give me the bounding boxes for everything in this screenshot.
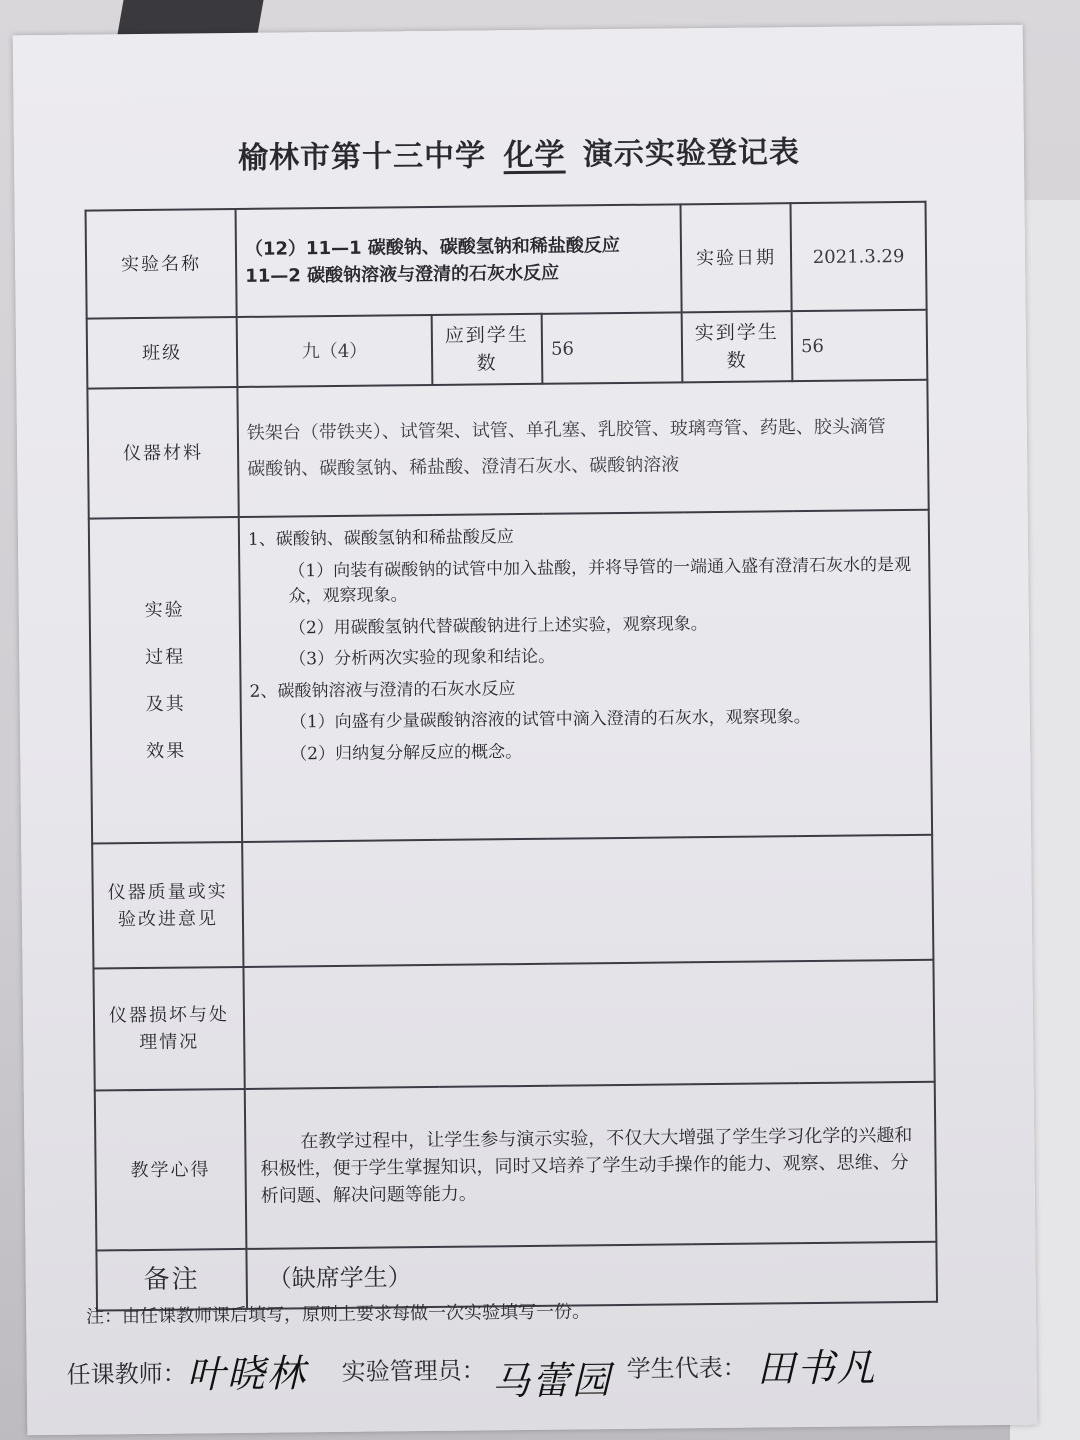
process-line: （1）向装有碳酸钠的试管中加入盐酸，并将导管的一端通入盛有澄清石灰水的是观众，观察现象。 — [288, 554, 912, 607]
school-name: 榆林市第十三中学 — [237, 138, 487, 176]
remarks-label: 备注 — [96, 1249, 247, 1311]
student-label: 学生代表： — [626, 1353, 747, 1383]
row-class — [87, 310, 928, 389]
remarks-value: （缺席学生） — [246, 1242, 937, 1309]
class-label: 班级 — [87, 317, 238, 389]
signature-line — [66, 1335, 1027, 1425]
process-label-1: 实验 — [144, 599, 185, 621]
row-materials — [87, 380, 928, 519]
class-value: 九（4） — [237, 315, 433, 387]
process-line: （3）分析两次实验的现象和结论。 — [289, 646, 556, 670]
process-label-2: 过程 — [145, 646, 186, 668]
admin-label: 实验管理员： — [341, 1356, 486, 1386]
process-line: （1）向盛有少量碳酸钠溶液的试管中滴入澄清的石灰水，观察现象。 — [289, 707, 811, 733]
process-line: （2）归纳复分解反应的概念。 — [290, 741, 523, 764]
subject-field: 化学 — [503, 137, 566, 174]
process-label — [89, 517, 242, 844]
actual-value: 56 — [792, 310, 928, 381]
actual-label: 实到学生数 — [682, 311, 793, 382]
expected-value: 56 — [542, 312, 683, 383]
materials-cell — [237, 380, 928, 517]
materials-line1: 铁架台（带铁夹）、试管架、试管、单孔塞、乳胶管、玻璃弯管、药匙、胶头滴管 — [246, 416, 886, 444]
experiment-name-line2: 11—2 碳酸钠溶液与澄清的石灰水反应 — [245, 262, 560, 287]
materials-label: 仪器材料 — [87, 387, 238, 519]
reflection-text: 在教学过程中，让学生参与演示实验，不仅大大增强了学生学习化学的兴趣和积极性，便于学生掌握知识，同时又培养了学生动手操作的能力、观察、思维、分析问题、解决问题等能力。 — [260, 1124, 913, 1207]
materials-line2: 碳酸钠、碳酸氢钠、稀盐酸、澄清石灰水、碳酸钠溶液 — [247, 454, 680, 480]
registration-form-sheet — [13, 25, 1038, 1435]
process-label-4: 效果 — [146, 740, 187, 762]
form-title — [14, 125, 1024, 180]
process-label-3: 及其 — [145, 693, 186, 715]
row-reflection — [95, 1082, 937, 1251]
process-cell — [239, 510, 932, 842]
row-experiment-name — [86, 202, 927, 319]
reflection-cell — [245, 1082, 937, 1249]
process-line: 1、碳酸钠、碳酸氢钠和稀盐酸反应 — [247, 527, 514, 550]
process-line: 2、碳酸钠溶液与澄清的石灰水反应 — [249, 678, 516, 702]
form-type: 演示实验登记表 — [582, 135, 801, 173]
row-damage — [93, 960, 934, 1091]
teacher-signature: 叶晓林 — [186, 1351, 307, 1397]
teacher-label: 任课教师： — [66, 1359, 187, 1389]
date-label: 实验日期 — [681, 203, 792, 312]
row-process — [89, 510, 932, 844]
row-quality — [92, 835, 933, 969]
student-signature: 田书凡 — [756, 1345, 877, 1391]
damage-label: 仪器损坏与处理情况 — [93, 967, 244, 1091]
registration-table — [85, 201, 939, 1312]
experiment-name-line1: （12）11—1 碳酸钠、碳酸氢钠和稀盐酸反应 — [244, 234, 620, 260]
admin-signature: 马蕾园 — [491, 1358, 613, 1404]
process-line: （2）用碳酸氢钠代替碳酸钠进行上述实验，观察现象。 — [288, 613, 708, 638]
expected-label: 应到学生数 — [432, 314, 543, 385]
reflection-label: 教学心得 — [95, 1089, 247, 1251]
quality-value — [242, 835, 933, 967]
damage-value — [243, 960, 934, 1089]
date-value: 2021.3.29 — [791, 202, 927, 311]
experiment-name-cell — [236, 204, 682, 317]
footer-note: 注：由任课教师课后填写，原则上要求每做一次实验填写一份。 — [86, 1301, 591, 1328]
quality-label: 仪器质量或实验改进意见 — [92, 842, 243, 969]
experiment-name-label: 实验名称 — [86, 209, 237, 319]
